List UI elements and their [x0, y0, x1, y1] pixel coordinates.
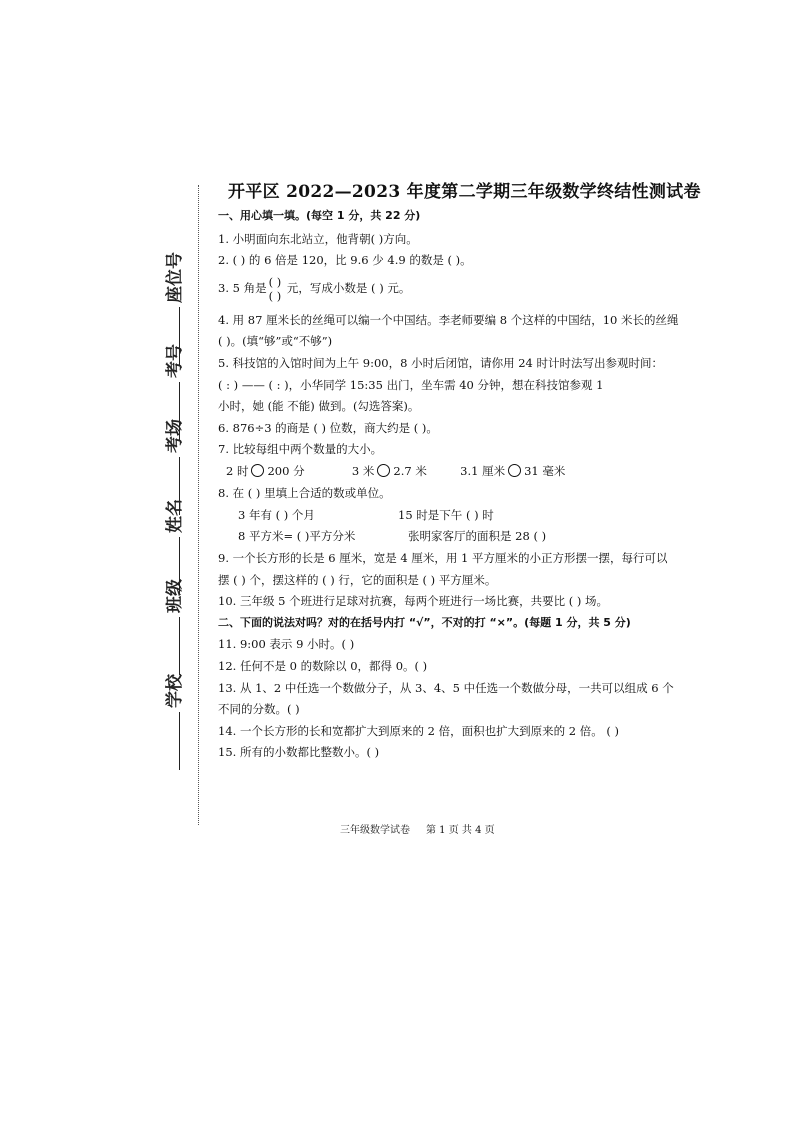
question-8-c: 8 平方米= ( )平方分米: [238, 529, 356, 543]
q7-c-left: 3.1 厘米: [460, 464, 506, 478]
footer-right: 第 1 页 共 4 页: [426, 825, 495, 836]
binding-class: [160, 579, 185, 675]
question-15: 15. 所有的小数都比整数小。( ): [218, 745, 380, 759]
school-label: 学校: [165, 674, 185, 708]
question-13-line-2: 不同的分数。( ): [218, 702, 300, 716]
question-9-line-2: 摆 ( ) 个，摆这样的 ( ) 行，它的面积是 ( ) 平方厘米。: [218, 573, 497, 587]
exam-room-label: 考场: [165, 419, 185, 453]
question-7-comparisons: [226, 464, 565, 478]
binding-line: [198, 185, 199, 825]
question-3: [218, 275, 410, 303]
seat-label: 座位号: [165, 252, 185, 303]
class-label: 班级: [165, 579, 185, 613]
q7-b-left: 3 米: [351, 464, 375, 478]
binding-school: [160, 674, 185, 770]
question-5-line-1: 5. 科技馆的入馆时间为上午 9:00，8 小时后闭馆，请你用 24 时计时法写出参观时间：: [218, 356, 664, 370]
compare-circle-icon[interactable]: [508, 464, 521, 477]
section-1-heading: 一、用心填一填。(每空 1 分，共 22 分): [218, 209, 421, 222]
question-10: 10. 三年级 5 个班进行足球对抗赛，每两个班进行一场比赛，共要比 ( ) 场。: [218, 594, 609, 608]
q3-frac-bottom: ( ): [268, 289, 282, 303]
footer-left: 三年级数学试卷: [340, 825, 410, 836]
compare-circle-icon[interactable]: [377, 464, 390, 477]
exam-title: 开平区 2022—2023 年度第二学期三年级数学终结性测试卷: [228, 182, 701, 202]
question-8-a: 3 年有 ( ) 个月: [238, 508, 315, 522]
question-8-d: 张明家客厅的面积是 28 ( ): [408, 529, 547, 543]
compare-circle-icon[interactable]: [251, 464, 264, 477]
question-9-line-1: 9. 一个长方形的长是 6 厘米，宽是 4 厘米，用 1 平方厘米的小正方形摆一摆，每行可以: [218, 551, 668, 565]
q7-c-right: 31 毫米: [524, 464, 566, 478]
question-4-line-1: 4. 用 87 厘米长的丝绳可以编一个中国结。李老师要编 8 个这样的中国结，10 米长的丝绳: [218, 313, 679, 327]
question-11: 11. 9:00 表示 9 小时。( ): [218, 637, 355, 651]
question-5-line-2: ( : ) —— ( : )，小华同学 15:35 出门，坐车需 40 分钟，想在科技馆参观 1: [218, 378, 604, 392]
q7-a-left: 2 时: [226, 464, 249, 478]
class-blank: [165, 617, 180, 675]
school-blank: [165, 712, 180, 770]
q3-fraction: [269, 275, 282, 303]
q3-prefix: 3. 5 角是: [218, 281, 267, 295]
section-2-heading: 二、下面的说法对吗？对的在括号内打 “√”，不对的打 “×”。(每题 1 分，共 5 分): [218, 616, 631, 629]
question-6: 6. 876÷3 的商是 ( ) 位数，商大约是 ( )。: [218, 421, 438, 435]
q3-frac-top: ( ): [268, 275, 282, 289]
exam-no-label: 考号: [165, 344, 185, 378]
question-2: 2. ( ) 的 6 倍是 120，比 9.6 少 4.9 的数是 ( )。: [218, 253, 472, 267]
q7-b-right: 2.7 米: [393, 464, 427, 478]
q3-suffix: 元，写成小数是 ( ) 元。: [283, 281, 411, 295]
question-12: 12. 任何不是 0 的数除以 0，都得 0。( ): [218, 659, 428, 673]
q7-a-right: 200 分: [267, 464, 305, 478]
name-label: 姓名: [165, 499, 185, 533]
page-footer: [340, 821, 511, 836]
question-8: 8. 在 ( ) 里填上合适的数或单位。: [218, 486, 391, 500]
question-7: 7. 比较每组中两个数量的大小。: [218, 442, 383, 456]
question-5-line-3: 小时，她 (能 不能) 做到。(勾选答案)。: [218, 399, 420, 413]
question-1: 1. 小明面向东北站立，他背朝( )方向。: [218, 232, 418, 246]
question-13-line-1: 13. 从 1、2 中任选一个数做分子，从 3、4、5 中任选一个数做分母，一共可以组成 6 个: [218, 681, 674, 695]
question-14: 14. 一个长方形的长和宽都扩大到原来的 2 倍，面积也扩大到原来的 2 倍。 ( ): [218, 724, 619, 738]
question-4-line-2: ( )。(填“够”或“不够”): [218, 334, 333, 348]
question-8-b: 15 时是下午 ( ) 时: [398, 508, 494, 522]
